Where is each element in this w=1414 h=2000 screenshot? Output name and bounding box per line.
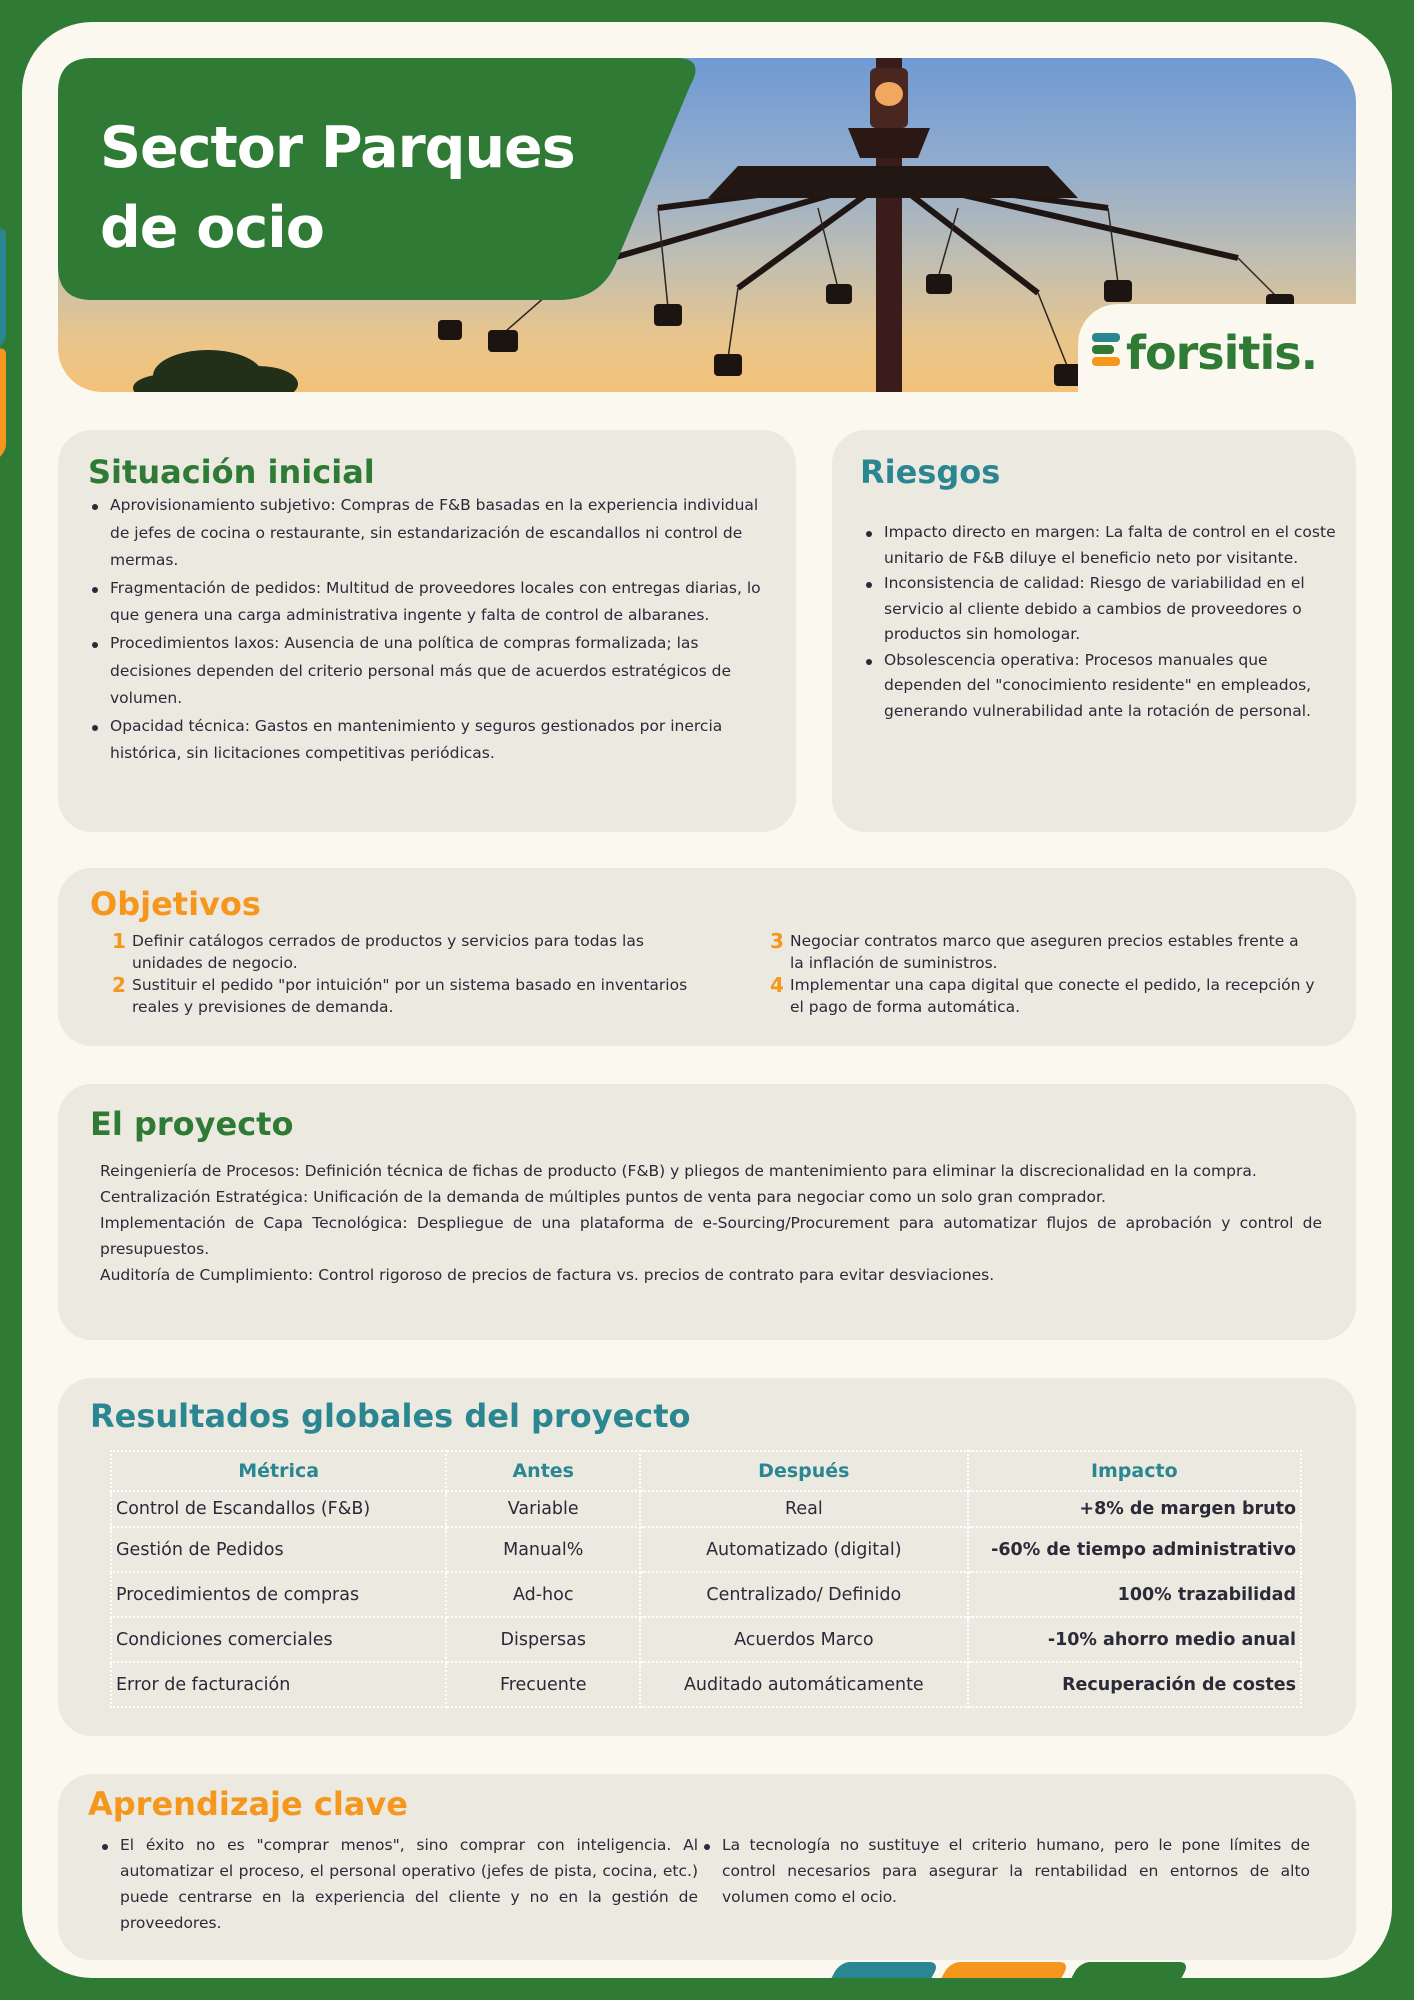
table-header: Antes: [446, 1451, 640, 1491]
table-cell: -10% ahorro medio anual: [968, 1617, 1301, 1662]
proyecto-line: Centralización Estratégica: Unificación de la demanda de múltiples puntos de venta para negociar como un solo gran comprador.: [100, 1188, 1106, 1206]
table-row: [111, 1491, 1301, 1527]
resultados-table: [110, 1450, 1302, 1708]
objetivos-card: [58, 868, 1356, 1046]
table-row: [111, 1617, 1301, 1662]
table-header-row: [111, 1451, 1301, 1491]
logo-dot: .: [1300, 326, 1318, 380]
table-cell: Real: [640, 1491, 967, 1527]
table-header: Impacto: [968, 1451, 1301, 1491]
situacion-inicial-list: [88, 492, 778, 768]
objetivos-title: Objetivos: [90, 885, 261, 923]
objetivos-column-right: [756, 930, 1316, 1018]
proyecto-line: Implementación de Capa Tecnológica: Despliegue de una plataforma de e-Sourcing/Procurement para automatizar flujos de aprobación y control de presupuestos.: [100, 1214, 1322, 1258]
forsitis-logo: [1092, 326, 1317, 380]
title-plate: [58, 58, 698, 300]
aprendizaje-list-left: [98, 1832, 698, 1936]
objetivo-number: 2: [112, 973, 126, 997]
proyecto-text: [100, 1158, 1322, 1288]
list-item: Inconsistencia de calidad: Riesgo de variabilidad en el servicio al cliente debido a cambios de proveedores o productos sin homologar.: [862, 571, 1342, 648]
riesgos-title: Riesgos: [860, 453, 1001, 491]
proyecto-card: [58, 1084, 1356, 1340]
logo-plate: [1078, 304, 1378, 412]
table-header: Métrica: [111, 1451, 446, 1491]
objetivo-number: 1: [112, 929, 126, 953]
table-cell: +8% de margen bruto: [968, 1491, 1301, 1527]
table-cell: Auditado automáticamente: [640, 1662, 967, 1707]
objetivo-number: 3: [770, 929, 784, 953]
table-row: [111, 1572, 1301, 1617]
table-cell: Error de facturación: [111, 1662, 446, 1707]
riesgos-card: [832, 430, 1356, 832]
list-item: Fragmentación de pedidos: Multitud de proveedores locales con entregas diarias, lo que genera una carga administrativa ingente y falta de control de albaranes.: [88, 575, 778, 630]
table-cell: Centralizado/ Definido: [640, 1572, 967, 1617]
table-header: Después: [640, 1451, 967, 1491]
table-cell: Acuerdos Marco: [640, 1617, 967, 1662]
objetivo-item: [98, 974, 718, 1018]
page-title-line-2: de ocio: [100, 195, 324, 261]
logo-text: forsitis: [1126, 326, 1301, 380]
proyecto-title: El proyecto: [90, 1105, 294, 1143]
table-cell: Recuperación de costes: [968, 1662, 1301, 1707]
table-cell: Automatizado (digital): [640, 1527, 967, 1572]
decorative-stripes-bottom: [832, 1954, 1352, 1978]
objetivo-text: Definir catálogos cerrados de productos y servicios para todas las unidades de negocio.: [132, 932, 644, 972]
list-item: Aprovisionamiento subjetivo: Compras de F&B basadas en la experiencia individual de jefes de cocina o restaurante, sin estandarización de escandallos ni control de mermas.: [88, 492, 778, 575]
objetivo-text: Sustituir el pedido "por intuición" por un sistema basado en inventarios reales y previsiones de demanda.: [132, 976, 688, 1016]
list-item: Impacto directo en margen: La falta de control en el coste unitario de F&B diluye el beneficio neto por visitante.: [862, 520, 1342, 571]
objetivo-item: [98, 930, 718, 974]
objetivo-item: [756, 974, 1316, 1018]
proyecto-line: Reingeniería de Procesos: Definición técnica de fichas de producto (F&B) y pliegos de mantenimiento para eliminar la discrecionalidad en la compra.: [100, 1162, 1257, 1180]
table-row: [111, 1527, 1301, 1572]
aprendizaje-card: [58, 1774, 1356, 1960]
list-item: El éxito no es "comprar menos", sino comprar con inteligencia. Al automatizar el proceso, el personal operativo (jefes de pista, cocina, etc.) puede centrarse en la experiencia del cliente y no en la gestión de proveedores.: [98, 1832, 698, 1936]
objetivos-column-left: [98, 930, 718, 1018]
objetivo-number: 4: [770, 973, 784, 997]
proyecto-line: Auditoría de Cumplimiento: Control rigoroso de precios de factura vs. precios de contrato para evitar desviaciones.: [100, 1266, 995, 1284]
table-cell: Frecuente: [446, 1662, 640, 1707]
aprendizaje-list-right: [700, 1832, 1310, 1910]
decorative-stripes-left: [0, 230, 24, 470]
table-cell: 100% trazabilidad: [968, 1572, 1301, 1617]
table-cell: Dispersas: [446, 1617, 640, 1662]
table-cell: Ad-hoc: [446, 1572, 640, 1617]
table-cell: Procedimientos de compras: [111, 1572, 446, 1617]
resultados-title: Resultados globales del proyecto: [90, 1397, 691, 1435]
table-cell: Variable: [446, 1491, 640, 1527]
situacion-inicial-title: Situación inicial: [88, 453, 375, 491]
page-title-line-1: Sector Parques: [100, 115, 575, 181]
table-cell: -60% de tiempo administrativo: [968, 1527, 1301, 1572]
logo-mark-icon: [1092, 331, 1122, 375]
list-item: Procedimientos laxos: Ausencia de una política de compras formalizada; las decisiones dependen del criterio personal más que de acuerdos estratégicos de volumen.: [88, 630, 778, 713]
aprendizaje-title: Aprendizaje clave: [88, 1785, 408, 1823]
situacion-inicial-card: [58, 430, 796, 832]
resultados-card: [58, 1378, 1356, 1736]
table-cell: Control de Escandallos (F&B): [111, 1491, 446, 1527]
list-item: Obsolescencia operativa: Procesos manuales que dependen del "conocimiento residente" en empleados, generando vulnerabilidad ante la rotación de personal.: [862, 648, 1342, 725]
objetivo-text: Implementar una capa digital que conecte el pedido, la recepción y el pago de forma automática.: [790, 976, 1315, 1016]
table-row: [111, 1662, 1301, 1707]
objetivo-text: Negociar contratos marco que aseguren precios estables frente a la inflación de suministros.: [790, 932, 1299, 972]
page-frame: [22, 22, 1392, 1978]
page-title: [100, 108, 660, 268]
list-item: La tecnología no sustituye el criterio humano, pero le pone límites de control necesarios para asegurar la rentabilidad en entornos de alto volumen como el ocio.: [700, 1832, 1310, 1910]
table-cell: Gestión de Pedidos: [111, 1527, 446, 1572]
table-cell: Manual%: [446, 1527, 640, 1572]
riesgos-list: [862, 520, 1342, 724]
objetivo-item: [756, 930, 1316, 974]
list-item: Opacidad técnica: Gastos en mantenimiento y seguros gestionados por inercia histórica, sin licitaciones competitivas periódicas.: [88, 713, 778, 768]
table-cell: Condiciones comerciales: [111, 1617, 446, 1662]
